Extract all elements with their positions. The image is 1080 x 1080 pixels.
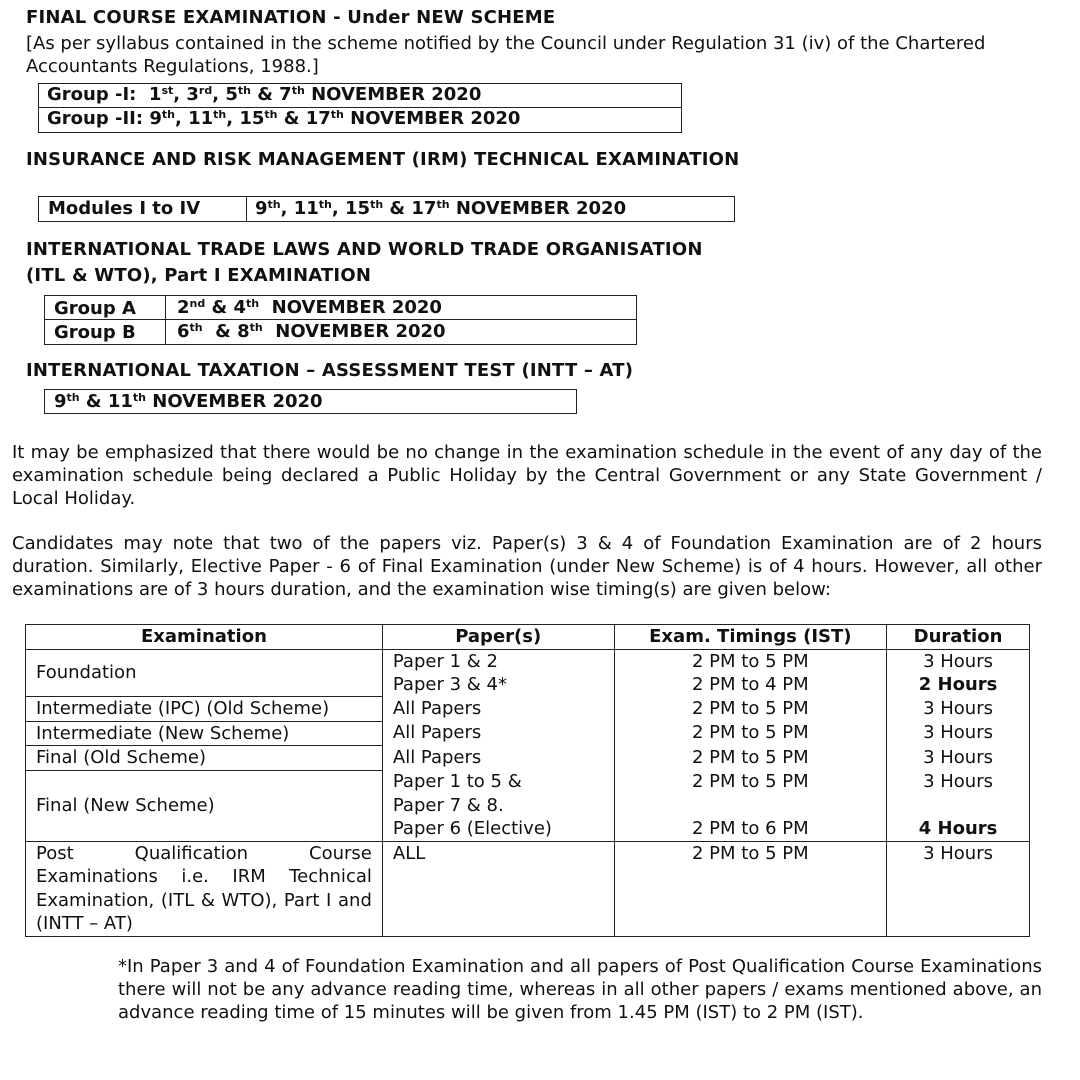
final-note: [As per syllabus contained in the scheme notified by the Council under Regulation 31 (iv) of the Chartered Accountants Regulations, 1988.]: [26, 33, 986, 77]
exam-final-new: Final (New Scheme): [26, 770, 383, 841]
col-header-exam: Examination: [26, 625, 383, 650]
exam-final-old: Final (Old Scheme): [26, 746, 383, 771]
final-groups-box: [38, 83, 682, 133]
timing-cell: 2 PM to 5 PM: [614, 649, 887, 673]
irm-modules: Modules I to IV: [48, 198, 201, 219]
timing-cell: 2 PM to 5 PM: [614, 770, 887, 794]
timing-cell: [614, 794, 887, 818]
exam-post-qualification: Post Qualification Course Examinations i.e. IRM Technical Examination, (ITL & WTO), Part I and (INTT – AT): [26, 841, 383, 936]
final-heading: FINAL COURSE EXAMINATION - Under NEW SCHEME: [26, 7, 556, 28]
itl-group-b-dates: 6th & 8th NOVEMBER 2020: [177, 321, 446, 342]
intt-box: [44, 389, 577, 414]
group-1-row: Group -I: 1st, 3rd, 5th & 7th NOVEMBER 2020: [39, 84, 681, 108]
exam-inter: Intermediate (New Scheme): [26, 721, 383, 746]
duration-cell: 3 Hours: [887, 841, 1030, 936]
timing-cell: 2 PM to 5 PM: [614, 746, 887, 771]
paper-cell: All Papers: [382, 721, 614, 746]
irm-dates: 9th, 11th, 15th & 17th NOVEMBER 2020: [255, 198, 627, 219]
paper-cell: All Papers: [382, 697, 614, 722]
table-row: [26, 721, 1030, 746]
exam-ipc: Intermediate (IPC) (Old Scheme): [26, 697, 383, 722]
table-row: [26, 841, 1030, 936]
timing-cell: 2 PM to 6 PM: [614, 817, 887, 841]
group-2-row: Group -II: 9th, 11th, 15th & 17th NOVEMBER 2020: [47, 108, 521, 129]
table-header-row: [26, 625, 1030, 650]
itl-group-a-label: Group A: [54, 298, 136, 319]
timing-cell: 2 PM to 5 PM: [614, 721, 887, 746]
timing-cell: 2 PM to 5 PM: [614, 841, 887, 936]
schedule-table: [25, 624, 1030, 937]
table-row: [26, 770, 1030, 794]
paper-cell: Paper 6 (Elective): [382, 817, 614, 841]
paper-cell: Paper 7 & 8.: [382, 794, 614, 818]
intt-heading: INTERNATIONAL TAXATION – ASSESSMENT TEST (INTT – AT): [26, 360, 634, 381]
duration-cell: 4 Hours: [887, 817, 1030, 841]
irm-divider: [246, 197, 247, 221]
itl-box: [44, 295, 637, 345]
paper-cell: Paper 1 to 5 &: [382, 770, 614, 794]
col-header-timing: Exam. Timings (IST): [614, 625, 887, 650]
duration-cell: 3 Hours: [887, 721, 1030, 746]
col-header-duration: Duration: [887, 625, 1030, 650]
irm-box: [38, 196, 735, 222]
intt-dates: 9th & 11th NOVEMBER 2020: [54, 391, 323, 412]
exam-foundation: Foundation: [26, 649, 383, 697]
irm-heading: INSURANCE AND RISK MANAGEMENT (IRM) TECHNICAL EXAMINATION: [26, 149, 740, 170]
duration-cell: 3 Hours: [887, 649, 1030, 673]
duration-cell: 3 Hours: [887, 770, 1030, 794]
paper-cell: All Papers: [382, 746, 614, 771]
itl-divider: [165, 296, 166, 344]
timing-cell: 2 PM to 4 PM: [614, 673, 887, 697]
group-2-label: Group -II:: [47, 108, 144, 129]
paper-cell: Paper 1 & 2: [382, 649, 614, 673]
duration-cell: [887, 794, 1030, 818]
table-row: [26, 649, 1030, 673]
table-row: [26, 746, 1030, 771]
paper-cell: ALL: [382, 841, 614, 936]
group-1-label: Group -I:: [47, 84, 137, 105]
duration-cell: 3 Hours: [887, 746, 1030, 771]
duration-paragraph: Candidates may note that two of the papers viz. Paper(s) 3 & 4 of Foundation Examination are of 2 hours duration. Similarly, Elective Paper - 6 of Final Examination (under New Scheme) is of 4 hours. However, all other examinations are of 3 hours duration, and the examination wise timing(s) are given below:: [12, 533, 1042, 600]
itl-group-a-dates: 2nd & 4th NOVEMBER 2020: [177, 297, 442, 318]
timing-cell: 2 PM to 5 PM: [614, 697, 887, 722]
holiday-paragraph: It may be emphasized that there would be no change in the examination schedule in the event of any day of the examination schedule being declared a Public Holiday by the Central Government or any State Government / Local Holiday.: [12, 442, 1042, 509]
itl-group-b-label: Group B: [54, 322, 136, 343]
paper-cell: Paper 3 & 4*: [382, 673, 614, 697]
table-row: [26, 697, 1030, 722]
footnote: *In Paper 3 and 4 of Foundation Examination and all papers of Post Qualification Course Examinations there will not be any advance reading time, whereas in all other papers / exams mentioned above, an advance reading time of 15 minutes will be given from 1.45 PM (IST) to 2 PM (IST).: [118, 956, 1042, 1023]
itl-heading-2: (ITL & WTO), Part I EXAMINATION: [26, 265, 372, 286]
duration-cell: 2 Hours: [887, 673, 1030, 697]
col-header-paper: Paper(s): [382, 625, 614, 650]
itl-heading-1: INTERNATIONAL TRADE LAWS AND WORLD TRADE ORGANISATION: [26, 239, 703, 260]
duration-cell: 3 Hours: [887, 697, 1030, 722]
